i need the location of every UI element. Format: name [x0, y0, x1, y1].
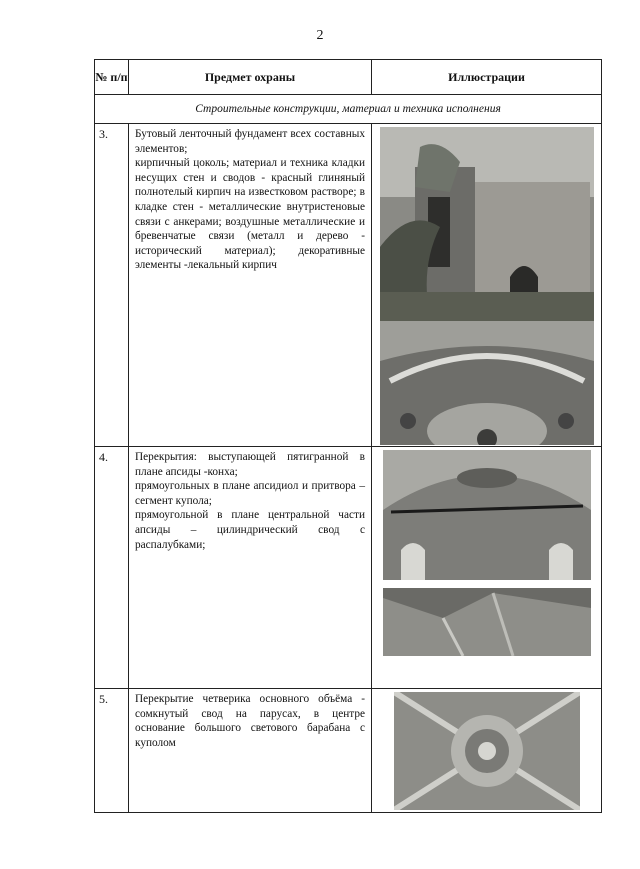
- header-number: № п/п: [95, 60, 129, 95]
- row-illustrations: [372, 689, 602, 813]
- table-header-row: [95, 60, 602, 95]
- header-subject: Предмет охраны: [129, 60, 372, 95]
- row-number: 3.: [95, 124, 129, 447]
- row-description: [129, 689, 372, 813]
- row-number: 5.: [95, 689, 129, 813]
- description-paragraph: прямоугольных в плане апсидиол и притвора – сегмент купола;: [135, 480, 365, 507]
- row-description: [129, 447, 372, 689]
- page-number: 2: [316, 28, 324, 43]
- photo-vault-interior: [380, 321, 594, 445]
- table-row: [95, 124, 602, 447]
- photo-apse-conch: [383, 450, 591, 580]
- row-illustrations: [372, 447, 602, 689]
- description-paragraph: кирпичный цоколь; материал и техника кладки несущих стен и сводов - красный глиняный полнотелый кирпич на известковом растворе; в кладке стен - металлические внутристеновые связи с анкерами; воздушные металлические и бревенчатые связи (металл и дерево - исторический материал); декоративные элементы -лекальный кирпич: [135, 157, 365, 272]
- section-title: Строительные конструкции, материал и техника исполнения: [95, 95, 602, 124]
- description-paragraph: Перекрытие четверика основного объёма - сомкнутый свод на парусах, в центре основание большого светового барабана с куполом: [135, 693, 365, 749]
- protection-subject-table: [94, 59, 602, 813]
- photo-dome-drum: [394, 692, 580, 810]
- header-illustrations: Иллюстрации: [372, 60, 602, 95]
- section-row: [95, 95, 602, 124]
- row-description: [129, 124, 372, 447]
- table-row: [95, 447, 602, 689]
- photo-church-facade-ruin: [380, 127, 594, 321]
- photo-cylindrical-vault: [383, 588, 591, 656]
- description-paragraph: Перекрытия: выступающей пятигранной в плане апсиды -конха;: [135, 451, 365, 478]
- row-illustrations: [372, 124, 602, 447]
- description-paragraph: прямоугольной в плане центральной части апсиды – цилиндрический свод с распалубками;: [135, 509, 365, 551]
- description-paragraph: Бутовый ленточный фундамент всех составных элементов;: [135, 128, 365, 155]
- table-row: [95, 689, 602, 813]
- row-number: 4.: [95, 447, 129, 689]
